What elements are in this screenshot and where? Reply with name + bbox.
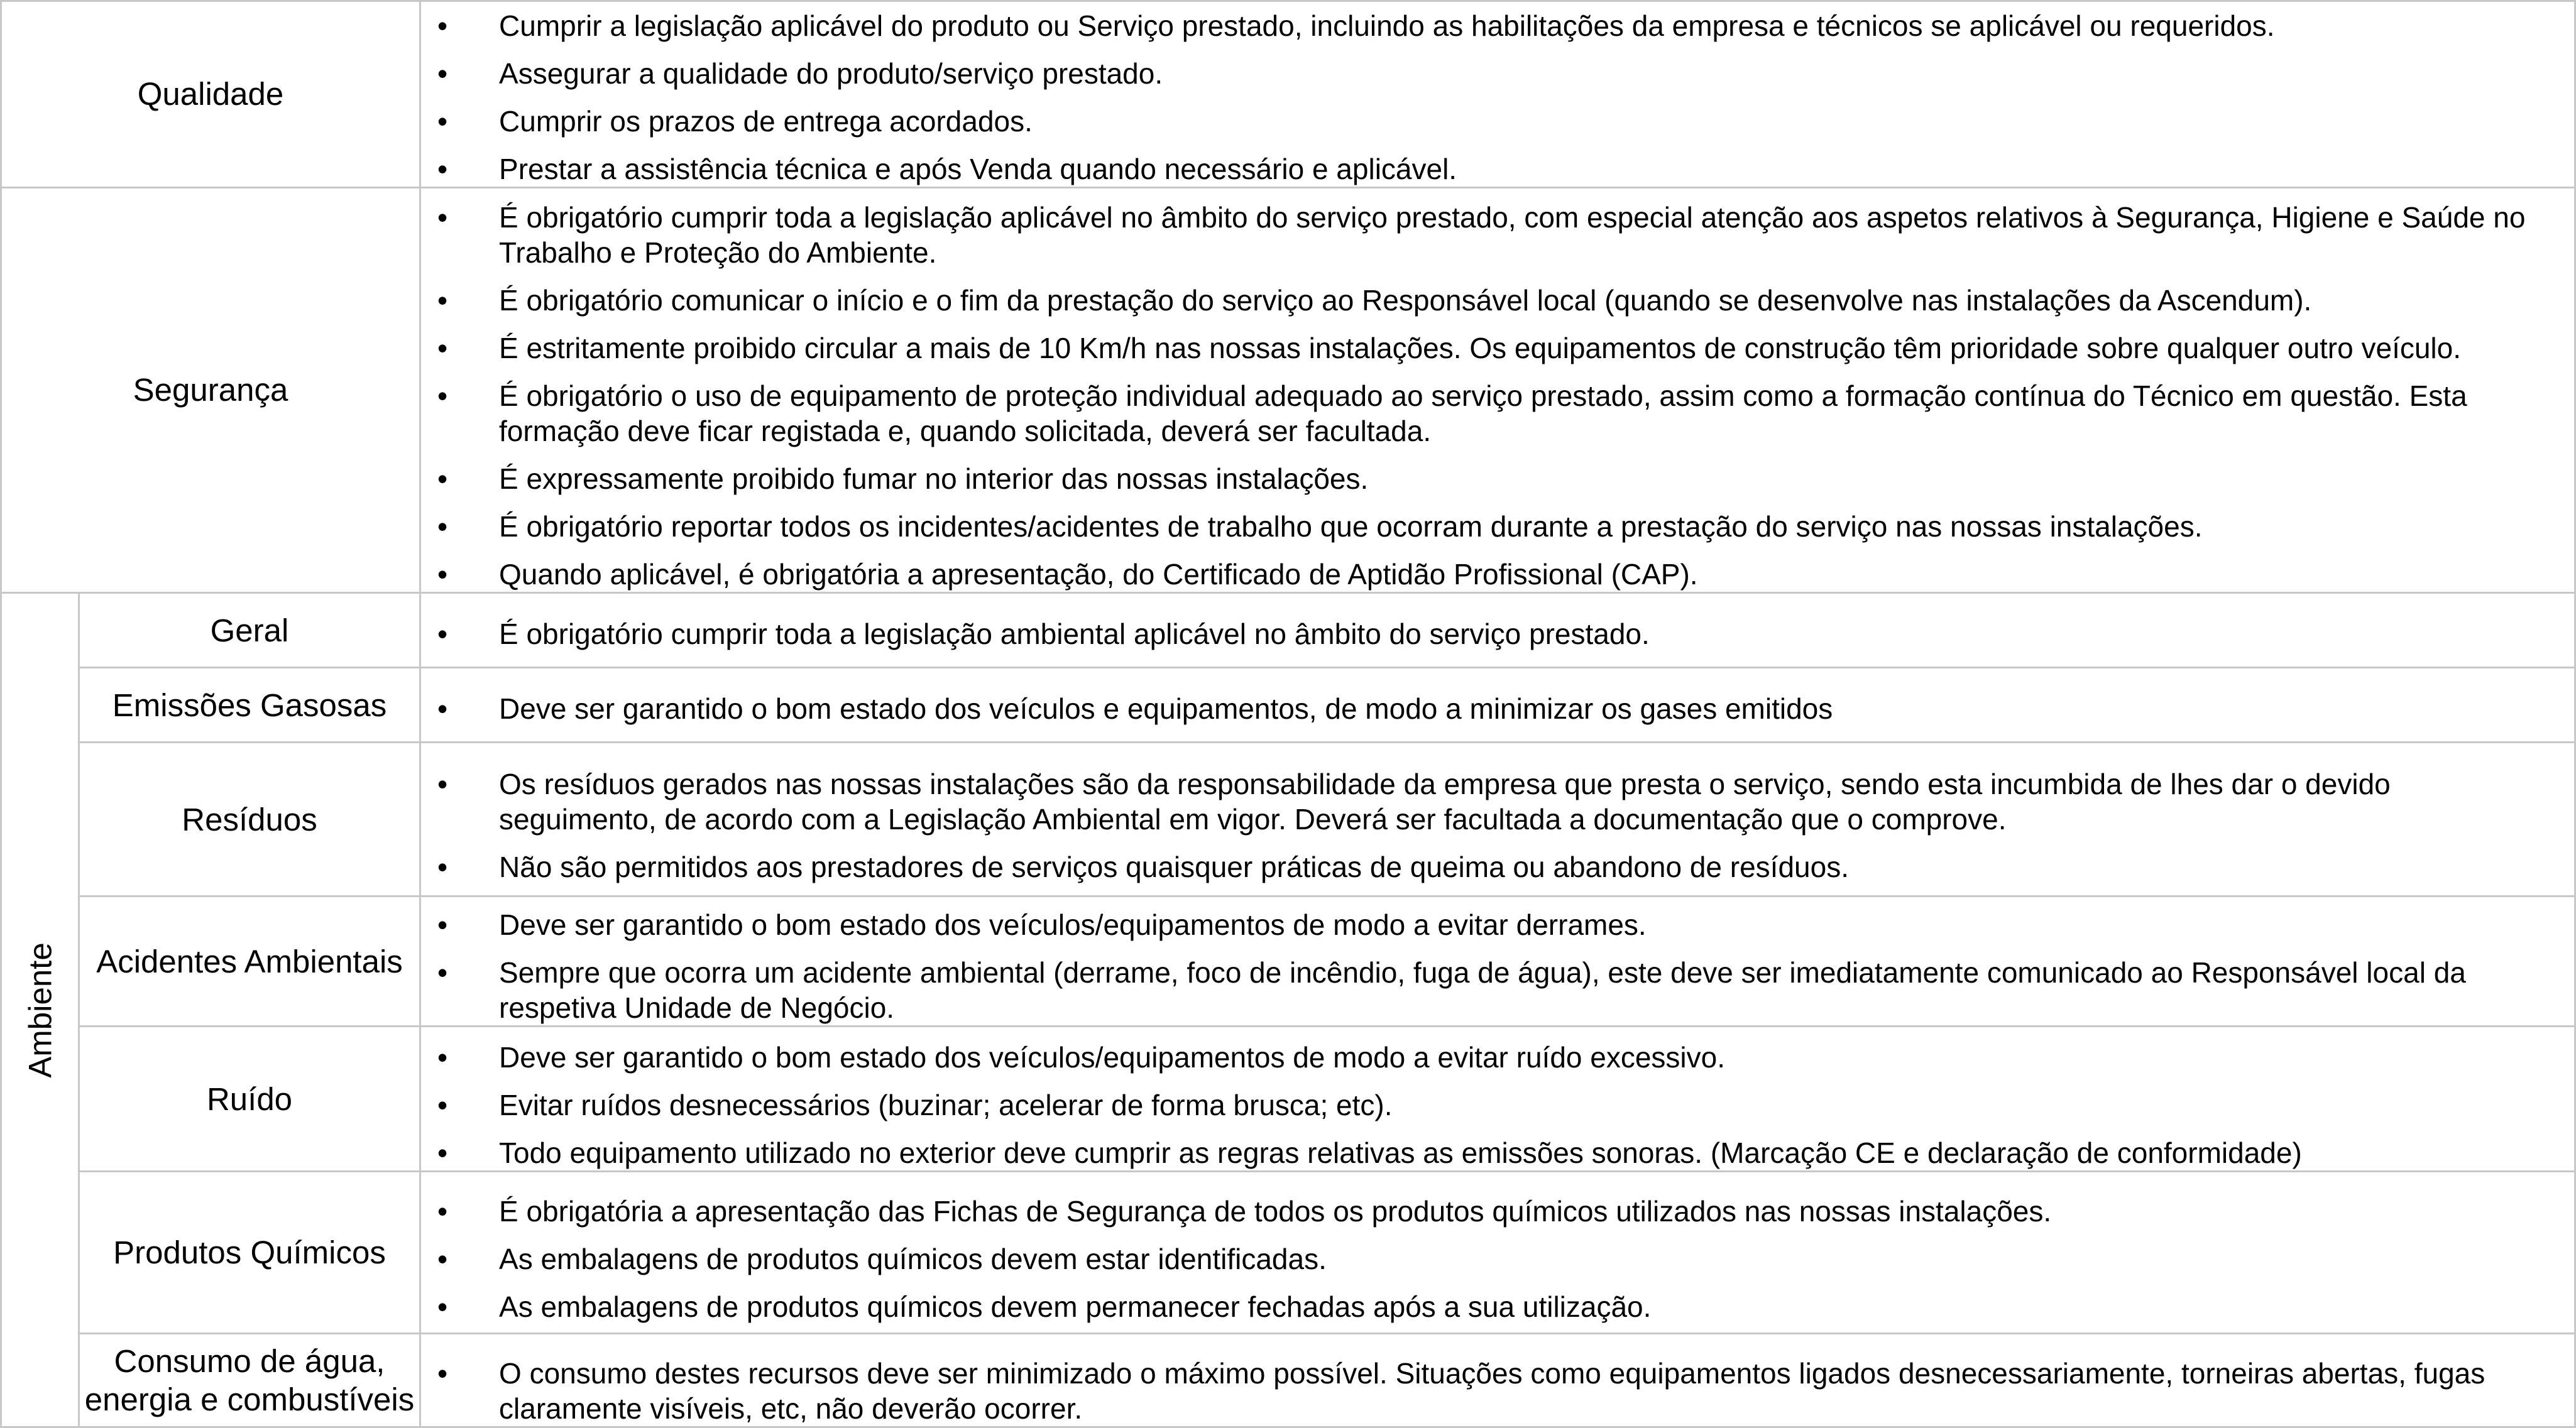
requirement-text: As embalagens de produtos químicos devem estar identificadas. (499, 1242, 1327, 1275)
subcategory-label: Acidentes Ambientais (96, 943, 403, 979)
requirement-item (421, 691, 2574, 726)
category-seguranca (1, 188, 420, 593)
subcategory-consumo (79, 1334, 420, 1427)
requirement-text: O consumo destes recursos deve ser minimizado o máximo possível. Situações como equipamentos ligados desnecessariamente, torneiras abertas, fugas claramente visíveis, etc, não deverão ocorrer. (499, 1357, 2486, 1425)
requirement-text: Não são permitidos aos prestadores de serviços quaisquer práticas de queima ou abandono de resíduos. (499, 851, 1849, 883)
requirement-item (421, 616, 2574, 651)
requirements-emissoes-gasosas (420, 668, 2575, 743)
requirement-item (421, 151, 2574, 187)
requirement-text: É obrigatório o uso de equipamento de proteção individual adequado ao serviço prestado, assim como a formação contínua do Técnico em questão. Esta formação deve ficar registada e, quando solicitada, deverá ser facultada. (499, 379, 2467, 447)
requirements-qualidade (420, 1, 2575, 188)
requirements-geral (420, 593, 2575, 668)
bullet-icon: • (437, 1089, 448, 1121)
requirement-item (421, 907, 2574, 942)
requirement-item (421, 1135, 2574, 1170)
requirement-item (421, 378, 2574, 449)
bullet-list (421, 1356, 2574, 1426)
subcategory-label: Geral (210, 612, 289, 648)
requirement-item (421, 1289, 2574, 1324)
requirement-item (421, 56, 2574, 91)
requirement-text: Evitar ruídos desnecessários (buzinar; acelerar de forma brusca; etc). (499, 1089, 1393, 1121)
subcategory-residuos (79, 743, 420, 897)
requirement-text: Sempre que ocorra um acidente ambiental (derrame, foco de incêndio, fuga de água), este deve ser imediatamente comunicado ao Responsável local da respetiva Unidade de Negócio. (499, 956, 2466, 1024)
bullet-list (421, 1194, 2574, 1324)
bullet-icon: • (437, 105, 448, 138)
requirement-text: Cumprir os prazos de entrega acordados. (499, 105, 1033, 138)
bullet-icon: • (437, 1357, 448, 1390)
row-ambiente-geral (1, 593, 2575, 668)
requirement-text: É estritamente proibido circular a mais de 10 Km/h nas nossas instalações. Os equipamentos de construção têm prioridade sobre qualquer outro veículo. (499, 332, 2462, 364)
requirement-item (421, 1194, 2574, 1229)
requirement-item (421, 849, 2574, 885)
subcategory-ruido (79, 1027, 420, 1172)
category-qualidade (1, 1, 420, 188)
subcategory-label: Produtos Químicos (113, 1235, 386, 1270)
requirement-text: Deve ser garantido o bom estado dos veículos/equipamentos de modo a evitar ruído excessivo. (499, 1041, 1726, 1074)
bullet-icon: • (437, 510, 448, 543)
requirement-item (421, 104, 2574, 139)
bullet-icon: • (437, 1136, 448, 1169)
requirement-text: É expressamente proibido fumar no interior das nossas instalações. (499, 462, 1369, 495)
subcategory-produtos-quimicos (79, 1172, 420, 1334)
category-label: Segurança (133, 372, 288, 408)
requirement-item (421, 330, 2574, 366)
requirement-text: Cumprir a legislação aplicável do produto ou Serviço prestado, incluindo as habilitações da empresa e técnicos se aplicável ou requeridos. (499, 9, 2275, 42)
requirement-item (421, 200, 2574, 270)
requirement-text: É obrigatória a apresentação das Fichas de Segurança de todos os produtos químicos utilizados nas nossas instalações. (499, 1194, 2052, 1228)
category-ambiente (1, 593, 79, 1427)
bullet-icon: • (437, 768, 448, 800)
category-label: Qualidade (137, 76, 284, 112)
bullet-icon: • (437, 618, 448, 650)
row-qualidade (1, 1, 2575, 188)
subcategory-label: Emissões Gasosas (112, 687, 387, 723)
requirement-text: Deve ser garantido o bom estado dos veículos/equipamentos de modo a evitar derrames. (499, 908, 1647, 941)
bullet-icon: • (437, 1290, 448, 1323)
requirement-item (421, 1087, 2574, 1123)
bullet-icon: • (437, 379, 448, 412)
subcategory-emissoes-gasosas (79, 668, 420, 743)
subcategory-label: Ruído (206, 1081, 293, 1117)
bullet-icon: • (437, 1242, 448, 1275)
requirement-text: É obrigatório cumprir toda a legislação aplicável no âmbito do serviço prestado, com especial atenção aos aspetos relativos à Segurança, Higiene e Saúde no Trabalho e Proteção do Ambiente. (499, 201, 2526, 269)
bullet-icon: • (437, 57, 448, 90)
requirement-text: Os resíduos gerados nas nossas instalações são da responsabilidade da empresa que presta o serviço, sendo esta incumbida de lhes dar o devido seguimento, de acordo com a Legislação Ambiental em vigor. Deverá ser facultada a documentação que o comprove. (499, 768, 2391, 836)
bullet-icon: • (437, 9, 448, 42)
bullet-list (421, 200, 2574, 592)
subcategory-geral (79, 593, 420, 668)
requirement-text: Quando aplicável, é obrigatória a apresentação, do Certificado de Aptidão Profissional (CAP). (499, 558, 1698, 591)
bullet-list (421, 766, 2574, 885)
bullet-icon: • (437, 1041, 448, 1074)
bullet-icon: • (437, 332, 448, 364)
row-ambiente-residuos (1, 743, 2575, 897)
row-ambiente-quimicos (1, 1172, 2575, 1334)
requirement-text: É obrigatório comunicar o início e o fim da prestação do serviço ao Responsável local (quando se desenvolve nas instalações da Ascendum). (499, 284, 2312, 317)
requirements-residuos (420, 743, 2575, 897)
bullet-icon: • (437, 908, 448, 941)
requirement-item (421, 1040, 2574, 1075)
bullet-list (421, 907, 2574, 1025)
row-ambiente-acidentes (1, 897, 2575, 1027)
row-ambiente-ruido (1, 1027, 2575, 1172)
requirement-text: É obrigatório cumprir toda a legislação ambiental aplicável no âmbito do serviço prestado. (499, 618, 1650, 650)
bullet-icon: • (437, 1194, 448, 1228)
requirement-item (421, 509, 2574, 544)
requirement-item (421, 1241, 2574, 1277)
subcategory-acidentes-ambientais (79, 897, 420, 1027)
bullet-icon: • (437, 558, 448, 591)
requirement-text: Assegurar a qualidade do produto/serviço prestado. (499, 57, 1163, 90)
requirement-item (421, 955, 2574, 1025)
bullet-icon: • (437, 692, 448, 725)
row-ambiente-consumo (1, 1334, 2575, 1427)
requirement-item (421, 8, 2574, 43)
bullet-list (421, 8, 2574, 187)
bullet-icon: • (437, 201, 448, 234)
requirements-ruido (420, 1027, 2575, 1172)
requirements-seguranca (420, 188, 2575, 593)
bullet-icon: • (437, 153, 448, 185)
requirement-item (421, 461, 2574, 496)
bullet-list (421, 691, 2574, 726)
requirement-item (421, 766, 2574, 837)
requirement-item (421, 557, 2574, 592)
requirements-acidentes-ambientais (420, 897, 2575, 1027)
bullet-icon: • (437, 851, 448, 883)
requirement-text: Deve ser garantido o bom estado dos veículos e equipamentos, de modo a minimizar os gases emitidos (499, 692, 1833, 725)
requirement-text: As embalagens de produtos químicos devem permanecer fechadas após a sua utilização. (499, 1290, 1652, 1323)
bullet-icon: • (437, 462, 448, 495)
requirements-produtos-quimicos (420, 1172, 2575, 1334)
requirement-item (421, 1356, 2574, 1426)
bullet-icon: • (437, 956, 448, 989)
requirement-item (421, 283, 2574, 318)
row-ambiente-emissoes (1, 668, 2575, 743)
subcategory-label: Consumo de água, energia e combustíveis (84, 1343, 415, 1417)
requirement-text: Todo equipamento utilizado no exterior deve cumprir as regras relativas as emissões sonoras. (Marcação CE e declaração de conformidade) (499, 1136, 2302, 1169)
row-seguranca (1, 188, 2575, 593)
category-label: Ambiente (22, 942, 58, 1078)
bullet-list (421, 616, 2574, 651)
bullet-icon: • (437, 284, 448, 317)
requirements-consumo (420, 1334, 2575, 1427)
requirement-text: É obrigatório reportar todos os incidentes/acidentes de trabalho que ocorram durante a prestação do serviço nas nossas instalações. (499, 510, 2203, 543)
subcategory-label: Resíduos (182, 801, 317, 837)
bullet-list (421, 1040, 2574, 1170)
requirement-text: Prestar a assistência técnica e após Venda quando necessário e aplicável. (499, 153, 1457, 185)
